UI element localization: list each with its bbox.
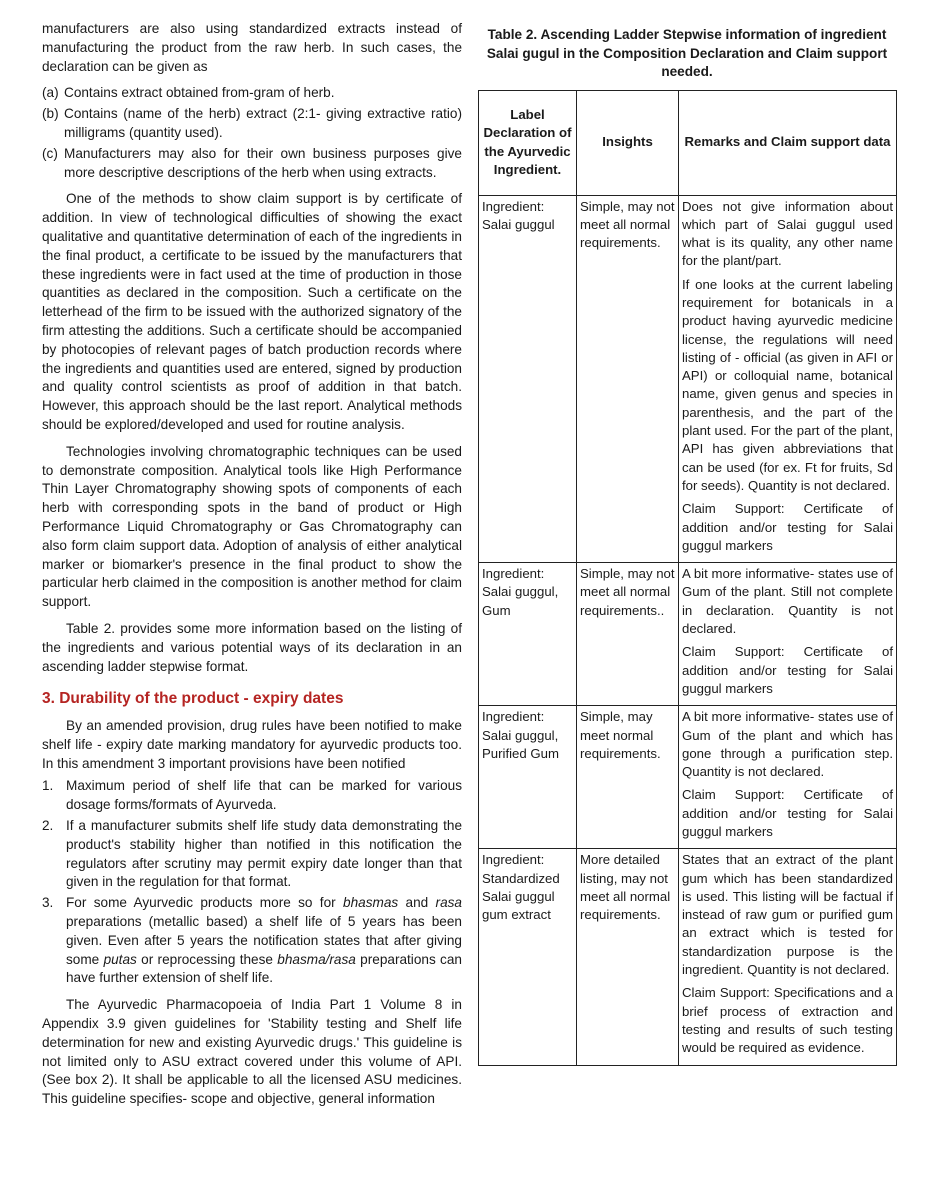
provision-text: Maximum period of shelf life that can be marked for various dosage forms/formats of Ayurveda. (66, 778, 462, 813)
option-text: Contains extract obtained from-gram of herb. (64, 85, 335, 101)
remark-paragraph: Does not give information about which part of Salai guggul used what is its quality, any other name for the plant/part. (682, 198, 893, 269)
table-row (479, 563, 897, 706)
provision-text-part: preparations (metallic based) a shelf life of 5 years has been given. Even after 5 years the notification states that after giving some (66, 914, 462, 967)
provision-text-part: preparations can have further extension of shelf life. (66, 951, 462, 986)
header-remarks: Remarks and Claim support data (679, 90, 897, 195)
table-reference-paragraph: Table 2. provides some more information based on the listing of the ingredients and various potential ways of its declaration in an ascending ladder stepwise format. (42, 620, 462, 674)
table-title: Table 2. Ascending Ladder Stepwise information of ingredient Salai gugul in the Composition Declaration and Claim support needed. (486, 27, 888, 79)
row-label: Ingredient: Salai guggul, Gum (479, 563, 577, 706)
row-remarks (679, 195, 897, 563)
provision-text (66, 894, 462, 988)
technologies-paragraph: Technologies involving chromatographic techniques can be used to demonstrate composition. Analytical tools like High Performance Thin Layer Chromatography showing spots of components of each herb with corresponding spots in the band of product or High Performance Liquid Chromatography or Gas Chromatography can also form claim support data. Adoption of analysis of either analytical marker or biomarker's presence in the final product to show the particular herb claimed in the composition is another method for claim support. (42, 443, 462, 610)
durability-paragraph: By an amended provision, drug rules have been notified to make shelf life - expiry date marking mandatory for ayurvedic products too. In this amendment 3 important provisions have been notified (42, 718, 462, 771)
provision-item (42, 894, 462, 988)
declaration-options-list (42, 84, 462, 182)
provision-term: rasa (435, 895, 462, 911)
section-heading: 3. Durability of the product - expiry dates (42, 690, 344, 708)
remark-paragraph: States that an extract of the plant gum which has been standardized is used. This listing will be factual if instead of raw gum or purified gum an extract which is tested for standardization purpose is the ingredient. Quantity is not declared. (682, 852, 893, 978)
provision-number: 1. (42, 778, 54, 794)
provision-number: 3. (42, 895, 54, 911)
header-label-declaration: Label Declaration of the Ayurvedic Ingredient. (479, 90, 577, 195)
remark-paragraph: A bit more informative- states use of Gum of the plant. Still not complete in declaration. Quantity is not declared. (682, 566, 893, 637)
option-label: (b) (42, 106, 59, 122)
option-item (42, 105, 462, 143)
claim-support-paragraph: Claim Support: Certificate of addition and/or testing for Salai guggul markers (682, 787, 893, 839)
provision-term: bhasma/rasa (277, 951, 356, 967)
option-text: Contains (name of the herb) extract (2:1- giving extractive ratio) milligrams (quantity used). (64, 106, 462, 140)
provision-term: bhasmas (343, 895, 399, 911)
api-paragraph: The Ayurvedic Pharmacopoeia of India Part 1 Volume 8 in Appendix 3.9 given guidelines for 'Stability testing and Shelf life determination for new and existing Ayurvedic drugs.' This guideline is not limited only to ASU extract covered under this volume of API. (See box 2). It shall be applicable to all the licensed ASU medicines. This guideline specifies- scope and objective, general information (42, 997, 462, 1107)
provision-item (42, 777, 462, 815)
header-insights: Insights (577, 90, 679, 195)
option-text: Manufacturers may also for their own business purposes give more descriptive descriptions of the herb when using extracts. (64, 145, 462, 180)
right-column (478, 26, 896, 1066)
row-remarks (679, 706, 897, 849)
claim-support-paragraph: Claim Support: Certificate of addition and/or testing for Salai guggul markers (682, 644, 893, 696)
remark-paragraph: A bit more informative- states use of Gum of the plant and which has gone through a purification step. Quantity is not declared. (682, 709, 893, 780)
row-label: Ingredient: Salai guggul, Purified Gum (479, 706, 577, 849)
row-insight: More detailed listing, may not meet all normal requirements. (577, 849, 679, 1065)
remark-paragraph: If one looks at the current labeling requirement for botanicals in a product having ayurvedic medicine license, the regulations will need listing of - official (as given in AFI or API) or colloquial name, botanical name, given genus and species in parenthesis, and the part of the plant used. For the part of the plant, API has given abbreviations that can be used (for ex. Ft for fruits, Sd for seeds). Quantity is not declared. (682, 276, 893, 493)
provision-text-part: For some Ayurvedic products more so for (66, 895, 344, 911)
row-label: Ingredient: Standardized Salai guggul gum extract (479, 849, 577, 1065)
certificate-paragraph: One of the methods to show claim support is by certificate of addition. In view of technological difficulties of showing the exact qualitative and quantitative determination of each of the ingredients in the final product, a certificate to be issued by the manufacturers that these ingredients were in fact used at the time of production in those quantities as declared in the composition. Such a certificate on the letterhead of the firm to be issued with the authorized signatory of the firm attesting the additions. Such a certificate should be accompanied by photocopies of relevant pages of batch production records where the ingredients and quantities used are entered, signed by production and quality control scientists as proof of addition in that batch. However, this approach should be the last report. Analytical methods should be explored/developed and used for routine analysis. (42, 191, 462, 432)
row-insight: Simple, may not meet all normal requirements.. (577, 563, 679, 706)
row-label: Ingredient: Salai guggul (479, 195, 577, 563)
provisions-list (42, 777, 462, 988)
row-remarks (679, 563, 897, 706)
provision-text-part: and (398, 895, 436, 911)
provision-text: If a manufacturer submits shelf life study data demonstrating the product's stability higher than notified in this notification the regulators after scrutiny may permit expiry date longer than that given in the regulation for that format. (66, 818, 462, 890)
claim-support-paragraph: Claim Support: Specifications and a brief process of extraction and testing and results of such testing would be required as evidence. (682, 985, 893, 1056)
option-item (42, 84, 462, 103)
table-row (479, 849, 897, 1065)
provision-item (42, 817, 462, 892)
option-label: (c) (42, 145, 58, 161)
row-insight: Simple, may not meet all normal requirements. (577, 195, 679, 563)
provision-text-part: or reprocessing these (136, 951, 278, 967)
row-insight: Simple, may meet normal requirements. (577, 706, 679, 849)
provision-term: putas (103, 951, 137, 967)
option-label: (a) (42, 85, 59, 101)
option-item (42, 145, 462, 183)
table-header-row (479, 90, 897, 195)
claim-support-paragraph: Claim Support: Certificate of addition and/or testing for Salai guggul markers (682, 501, 893, 553)
row-remarks (679, 849, 897, 1065)
table-row (479, 706, 897, 849)
provision-number: 2. (42, 818, 54, 834)
table-row (479, 195, 897, 563)
ingredient-table (478, 90, 897, 1066)
intro-paragraph: manufacturers are also using standardized extracts instead of manufacturing the product from the raw herb. In such cases, the declaration can be given as (42, 21, 462, 74)
left-column (42, 20, 462, 1117)
